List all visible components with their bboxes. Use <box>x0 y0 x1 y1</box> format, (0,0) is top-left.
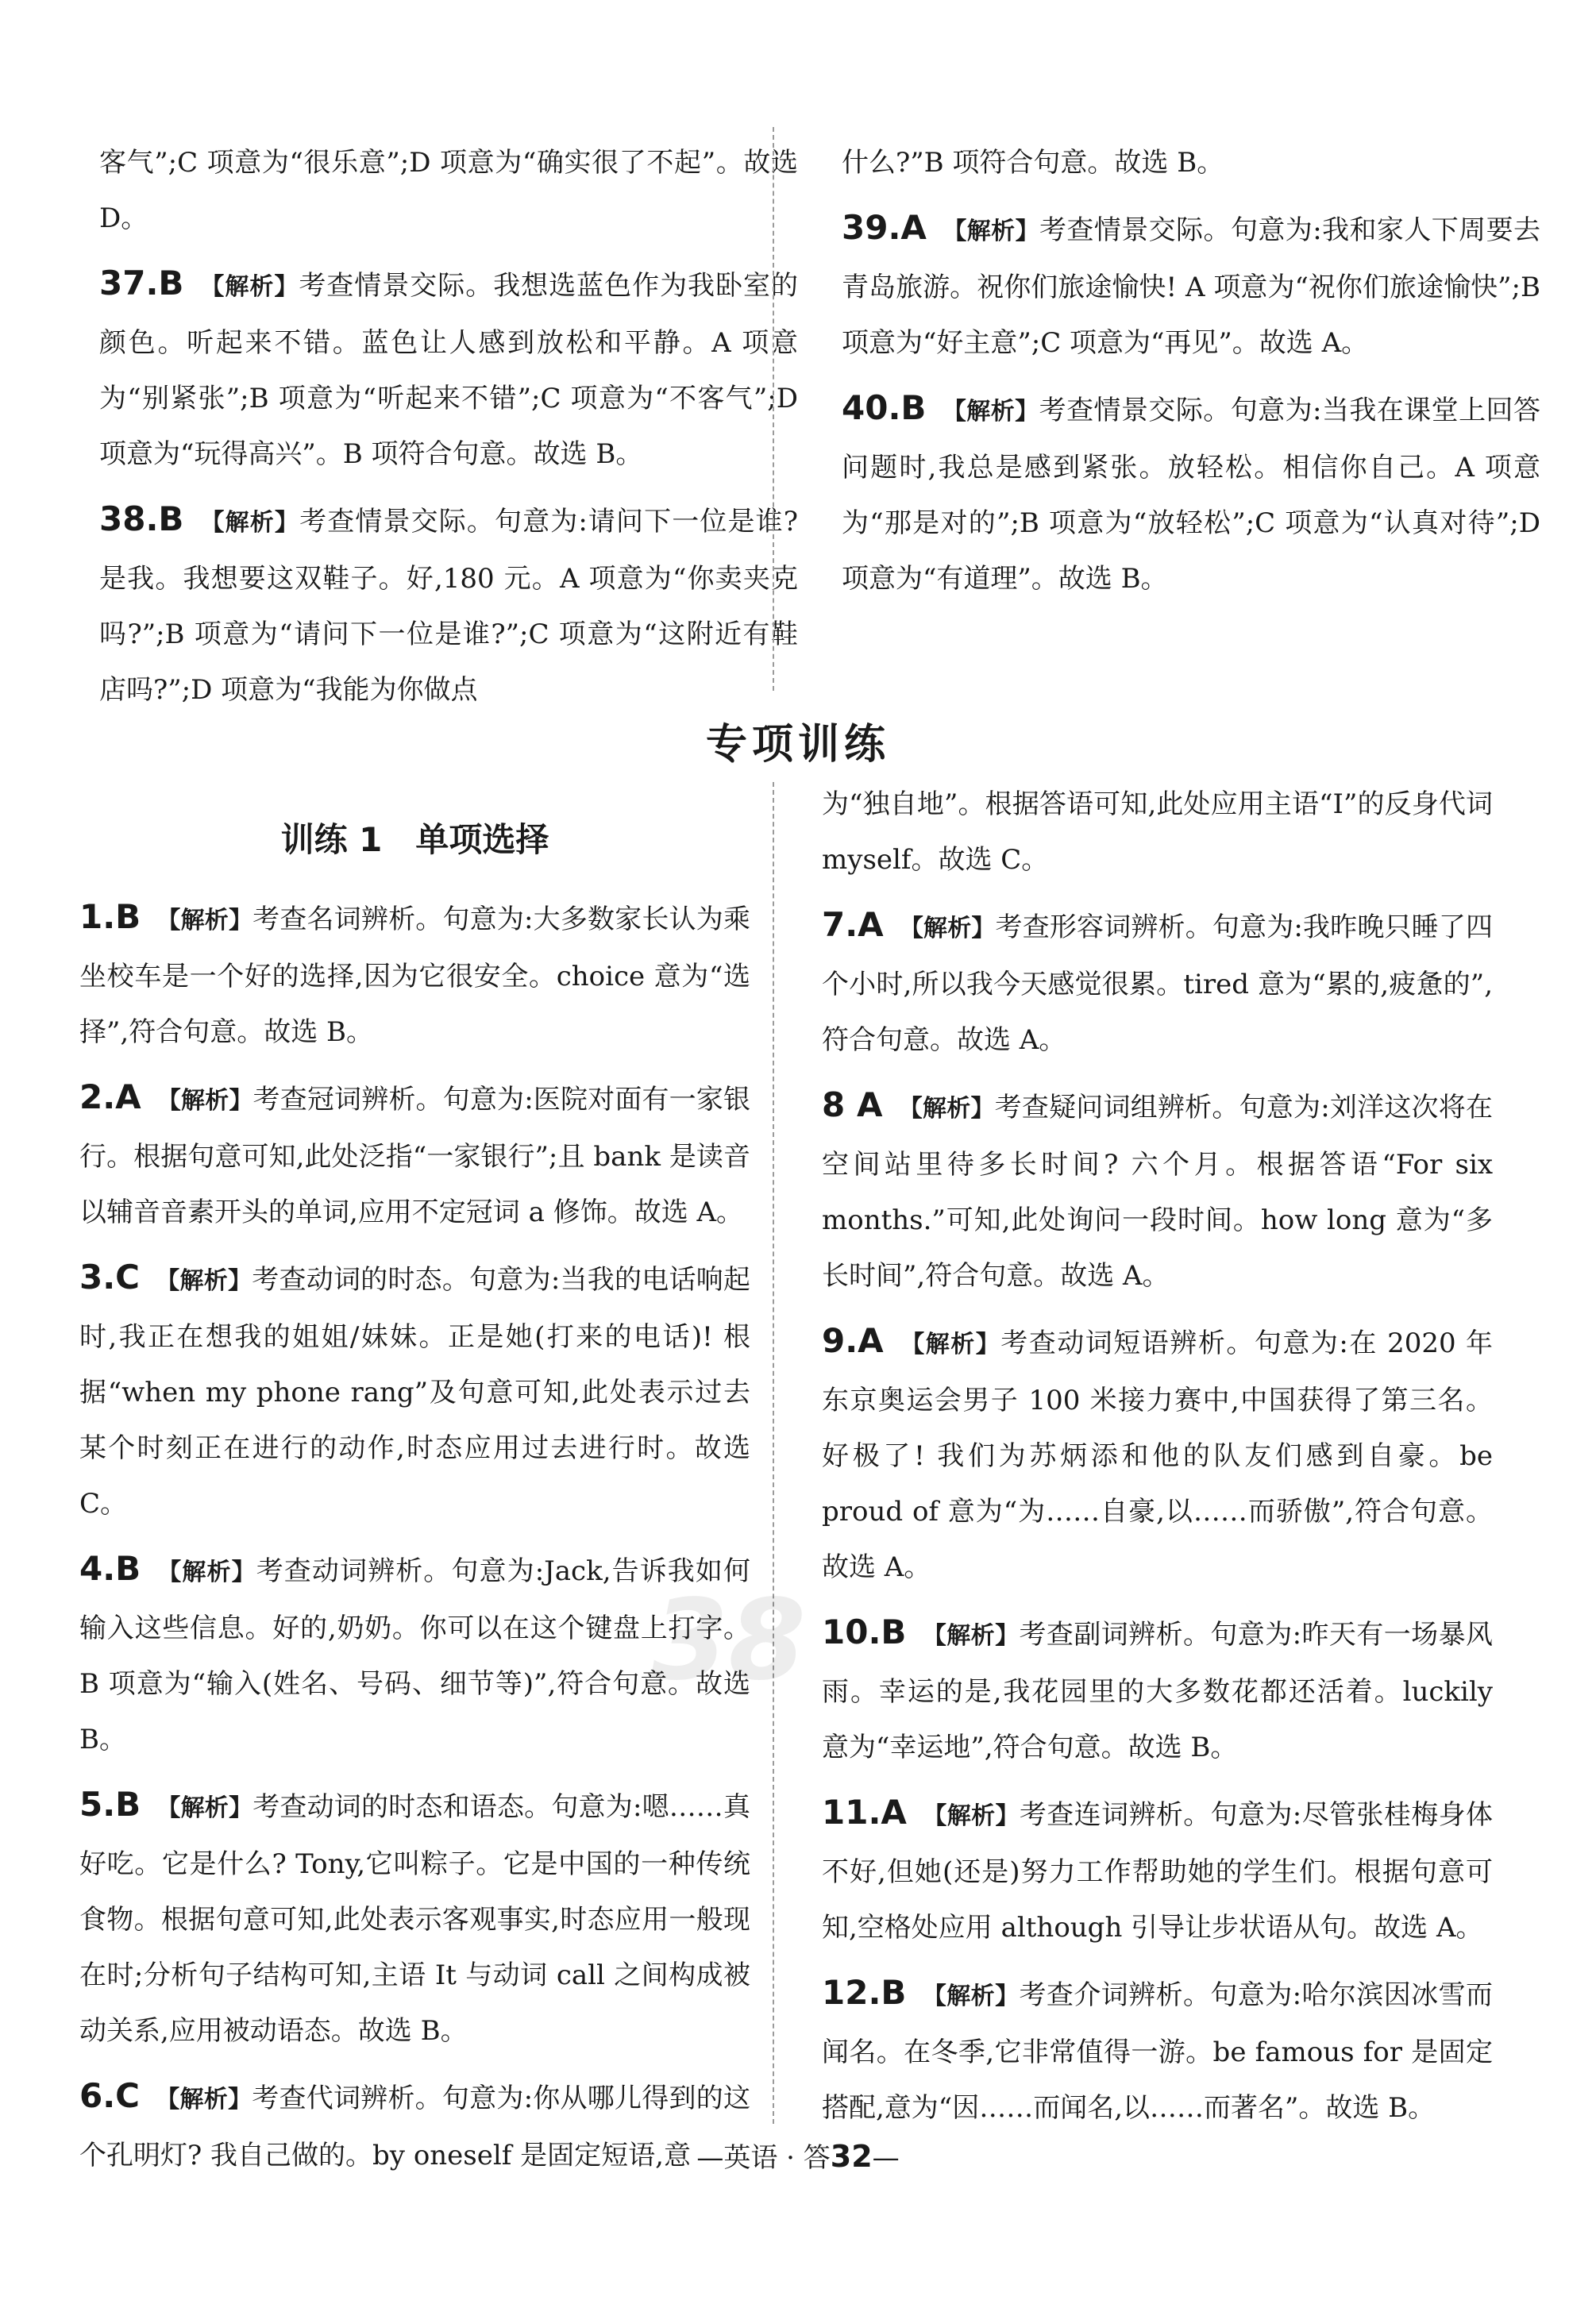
analysis-tag: 【解析】 <box>942 218 1040 245</box>
analysis-tag: 【解析】 <box>156 907 253 934</box>
answer-number: 10.B <box>822 1613 907 1651</box>
answer-text: 考查动词的时态和语态。句意为:嗯……真好吃。它是什么? Tony,它叫粽子。它是中国的一种传统食物。根据句意可知,此处表示客观事实,时态应用一般现在时;分析句子结构可知,主语 It 与动词 call 之间构成被动关系,应用被动语态。故选 B。 <box>79 1791 750 2047</box>
answer-text: 考查情景交际。句意为:我和家人下周要去青岛旅游。祝你们旅途愉快! A 项意为“祝你们旅途愉快”;B 项意为“好主意”;C 项意为“再见”。故选 A。 <box>842 214 1540 359</box>
answer-text: 考查动词辨析。句意为:Jack,告诉我如何输入这些信息。好的,奶奶。你可以在这个键盘上打字。B 项意为“输入(姓名、号码、细节等)”,符合句意。故选 B。 <box>79 1555 750 1755</box>
answer-item <box>79 1541 750 1767</box>
answer-number: 39.A <box>842 208 927 247</box>
continuation-text: 为“独自地”。根据答语可知,此处应用主语“I”的反身代词 myself。故选 C。 <box>822 788 1493 876</box>
analysis-tag: 【解析】 <box>199 273 299 301</box>
bottom-right-column <box>822 776 1493 2145</box>
analysis-tag: 【解析】 <box>898 1095 995 1123</box>
answer-number: 12.B <box>822 1973 907 2012</box>
analysis-tag: 【解析】 <box>922 1983 1020 2010</box>
answer-number: 11.A <box>822 1793 907 1832</box>
answer-number: 6.C <box>79 2076 141 2115</box>
answer-text: 考查情景交际。句意为:当我在课堂上回答问题时,我总是感到紧张。放轻松。相信你自己。A 项意为“那是对的”;B 项意为“放轻松”;C 项意为“认真对待”;D 项意为“有道理”。故选 B。 <box>842 395 1540 595</box>
analysis-tag: 【解析】 <box>199 509 300 537</box>
answer-text: 考查代词辨析。句意为:你从哪儿得到的这个孔明灯? 我自己做的。by oneself 是固定短语,意 <box>79 2083 750 2171</box>
analysis-tag: 【解析】 <box>922 1622 1020 1650</box>
top-left-column <box>99 135 798 727</box>
answer-item <box>99 491 798 718</box>
answer-number: 1.B <box>79 897 141 936</box>
answer-text: 考查动词的时态。句意为:当我的电话响起时,我正在想我的姐姐/妹妹。正是她(打来的电话)! 根据“when my phone rang”及句意可知,此处表示过去某个时刻正在进行的动作,时态应用过去进行时。故选 C。 <box>79 1264 750 1520</box>
footer-prefix: —英语 · 答 <box>696 2142 831 2174</box>
answer-item <box>842 380 1540 607</box>
answer-item <box>79 1250 750 1532</box>
page-footer <box>0 2136 1596 2175</box>
answer-item <box>99 256 798 482</box>
answer-item <box>822 1965 1493 2136</box>
answer-text: 考查名词辨析。句意为:大多数家长认为乘坐校车是一个好的选择,因为它很安全。choice 意为“选择”,符合句意。故选 B。 <box>79 904 750 1048</box>
answer-item <box>842 200 1540 371</box>
subsection-title: 训练 1 单项选择 <box>280 820 549 859</box>
answer-number: 5.B <box>79 1785 141 1824</box>
analysis-tag: 【解析】 <box>899 1331 1001 1358</box>
answer-item <box>79 1777 750 2059</box>
column-divider <box>773 127 774 691</box>
bottom-left-column <box>79 889 750 2193</box>
answer-number: 37.B <box>99 264 184 302</box>
analysis-tag: 【解析】 <box>156 2086 253 2114</box>
answer-number: 8 A <box>822 1085 883 1124</box>
analysis-tag: 【解析】 <box>156 1267 253 1295</box>
analysis-tag: 【解析】 <box>922 1802 1020 1830</box>
watermark-logo: 38 <box>651 1576 806 1705</box>
answer-text: 考查疑问词组辨析。句意为:刘洋这次将在空间站里待多长时间? 六个月。根据答语“For six months.”可知,此处询问一段时间。how long 意为“多长时间”,符合句意。故选 A。 <box>822 1092 1493 1292</box>
footer-suffix: — <box>872 2142 900 2174</box>
section-title: 专项训练 <box>705 721 890 769</box>
answer-number: 40.B <box>842 388 927 427</box>
answer-item <box>822 1313 1493 1595</box>
answer-text: 考查情景交际。我想选蓝色作为我卧室的颜色。听起来不错。蓝色让人感到放松和平静。A 项意为“别紧张”;B 项意为“听起来不错”;C 项意为“不客气”;D 项意为“玩得高兴”。B 项符合句意。故选 B。 <box>99 270 799 470</box>
analysis-tag: 【解析】 <box>156 1559 256 1586</box>
answer-number: 38.B <box>99 499 184 538</box>
answer-item <box>79 889 750 1060</box>
answer-item <box>79 1069 750 1240</box>
answer-text: 考查副词辨析。句意为:昨天有一场暴风雨。幸运的是,我花园里的大多数花都还活着。luckily 意为“幸运地”,符合句意。故选 B。 <box>822 1619 1493 1763</box>
answer-number: 3.C <box>79 1258 141 1297</box>
answer-text: 考查动词短语辨析。句意为:在 2020 年东京奥运会男子 100 米接力赛中,中国获得了第三名。好极了! 我们为苏炳添和他的队友们感到自豪。be proud of 意为“为……自豪,以……而骄傲”,符合句意。故选 A。 <box>822 1327 1494 1583</box>
analysis-tag: 【解析】 <box>942 398 1039 426</box>
answer-text: 考查冠词辨析。句意为:医院对面有一家银行。根据句意可知,此处泛指“一家银行”;且 bank 是读音以辅音音素开头的单词,应用不定冠词 a 修饰。故选 A。 <box>79 1084 750 1228</box>
answer-number: 2.A <box>79 1077 141 1116</box>
answer-number: 7.A <box>822 905 884 944</box>
continuation-text: 什么?”B 项符合句意。故选 B。 <box>842 147 1224 179</box>
answer-text: 考查形容词辨析。句意为:我昨晚只睡了四个小时,所以我今天感觉很累。tired 意为“累的,疲惫的”,符合句意。故选 A。 <box>822 911 1493 1056</box>
analysis-tag: 【解析】 <box>899 915 996 942</box>
answer-item <box>822 897 1493 1068</box>
answer-text: 考查连词辨析。句意为:尽管张桂梅身体不好,但她(还是)努力工作帮助她的学生们。根据句意可知,空格处应用 although 引导让步状语从句。故选 A。 <box>822 1799 1493 1944</box>
top-right-column <box>842 135 1540 616</box>
answer-item <box>822 1785 1493 1956</box>
answer-text: 考查介词辨析。句意为:哈尔滨因冰雪而闻名。在冬季,它非常值得一游。be famous for 是固定搭配,意为“因……而闻名,以……而著名”。故选 B。 <box>822 1979 1493 2124</box>
analysis-tag: 【解析】 <box>156 1087 253 1115</box>
column-divider <box>773 782 774 2124</box>
continuation-text: 客气”;C 项意为“很乐意”;D 项意为“确实很了不起”。故选 D。 <box>99 147 798 234</box>
page-number: 32 <box>830 2139 873 2174</box>
analysis-tag: 【解析】 <box>156 1794 253 1822</box>
answer-number: 4.B <box>79 1549 141 1588</box>
answer-item <box>822 1077 1493 1304</box>
answer-number: 9.A <box>822 1321 884 1360</box>
answer-text: 考查情景交际。句意为:请问下一位是谁? 是我。我想要这双鞋子。好,180 元。A 项意为“你卖夹克吗?”;B 项意为“请问下一位是谁?”;C 项意为“这附近有鞋店吗?”;D 项意为“我能为你做点 <box>99 506 799 706</box>
